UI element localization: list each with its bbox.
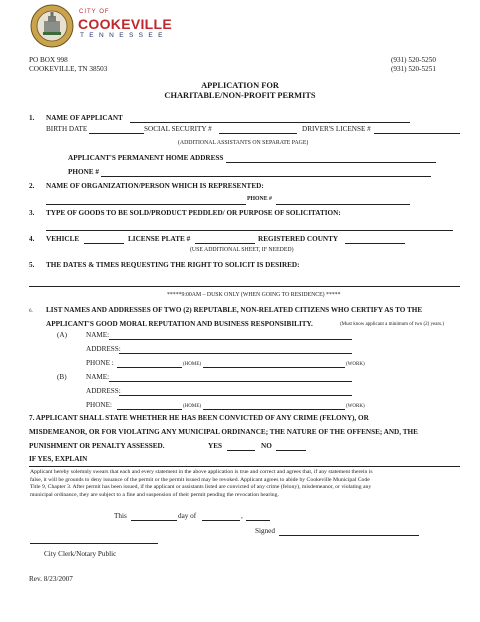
license-plate-field[interactable] (195, 243, 255, 244)
reference-b-home-tag: (HOME) (183, 404, 202, 409)
city-seal (30, 4, 74, 48)
affidavit-text (30, 469, 462, 499)
reference-b-marker: (B) (57, 373, 67, 381)
item6-number: 6. (29, 309, 33, 314)
convictions-question-line2: MISDEMEANOR, OR FOR VIOLATING ANY MUNICIPAL ORDINANCE; THE NATURE OF THE OFFENSE; AND, THE (29, 428, 418, 436)
home-address-field[interactable] (226, 162, 436, 163)
reference-a-work-tag: (WORK) (346, 362, 365, 367)
signed-label: Signed (255, 527, 275, 535)
reference-b-name-label: NAME: (86, 373, 110, 381)
phone-line2: (931) 520-5251 (391, 65, 436, 73)
organization-phone-field[interactable] (276, 204, 410, 205)
reference-b-work-tag: (WORK) (346, 404, 365, 409)
this-label: This (114, 512, 127, 520)
affidavit-line3: Title 9, Chapter 3. After permit has been issued, if the applicant or assistants listed are convicted of any crime (felony), misdemeanor, or violating any (30, 484, 372, 491)
applicant-signature-field[interactable] (279, 535, 419, 536)
explain-label: IF YES, EXPLAIN (29, 455, 88, 463)
convictions-question-line1: 7. APPLICANT SHALL STATE WHETHER HE HAS BEEN CONVICTED OF ANY CRIME (FELONY), OR (29, 414, 369, 422)
affidavit-line1: Applicant hereby solemnly swears that each and every statement in the above application is true and correct and agrees that, if any statement therein is (30, 469, 373, 475)
drivers-license-field[interactable] (374, 133, 460, 134)
item5-number: 5. (29, 261, 35, 269)
address-line2: COOKEVILLE, TN 38503 (29, 65, 108, 73)
yes-field[interactable] (227, 450, 255, 451)
convictions-question-line3: PUNISHMENT OR PENALTY ASSESSED. (29, 442, 165, 450)
day-of-label: day of (178, 512, 197, 520)
ssn-label: SOCIAL SECURITY # (144, 125, 212, 133)
applicant-name-label: NAME OF APPLICANT (46, 114, 123, 122)
yes-label: YES (208, 442, 222, 450)
reference-b-address-field[interactable] (119, 395, 352, 396)
registered-county-label: REGISTERED COUNTY (258, 235, 339, 243)
soliciting-hours-note: *****9:00AM – DUSK ONLY (WHEN GOING TO RESIDENCE) ***** (167, 292, 341, 298)
form-title-line1: APPLICATION FOR (201, 81, 279, 90)
revision-date: Rev. 8/23/2007 (29, 575, 73, 583)
year-field[interactable] (246, 520, 270, 521)
reference-a-address-field[interactable] (119, 353, 352, 354)
notary-label: City Clerk/Notary Public (44, 550, 117, 558)
item3-number: 3. (29, 209, 35, 217)
reference-a-name-label: NAME: (86, 331, 110, 339)
reference-b-phone-label: PHONE: (86, 401, 112, 409)
dates-times-label: THE DATES & TIMES REQUESTING THE RIGHT TO SOLICIT IS DESIRED: (46, 261, 300, 269)
day-field[interactable] (131, 520, 177, 521)
reference-a-marker: (A) (57, 331, 67, 339)
license-plate-label: LICENSE PLATE # (128, 235, 191, 243)
reference-b-work-phone-field[interactable] (203, 409, 345, 410)
reference-b-name-field[interactable] (109, 381, 352, 382)
reference-a-home-phone-field[interactable] (117, 367, 182, 368)
birth-date-label: BIRTH DATE (46, 125, 88, 133)
references-instructions-line2: APPLICANT'S GOOD MORAL REPUTATION AND BUSINESS RESPONSIBILITY. (46, 320, 313, 328)
logo-city-of: CITY OF (79, 9, 110, 15)
references-minimum-note: (Must know applicant a minimum of two (2) years.) (340, 322, 445, 327)
reference-b-home-phone-field[interactable] (117, 409, 182, 410)
references-instructions-line1: LIST NAMES AND ADDRESSES OF TWO (2) REPUTABLE, NON-RELATED CITIZENS WHO CERTIFY AS TO THE (46, 306, 423, 314)
reference-a-work-phone-field[interactable] (203, 367, 345, 368)
item4-number: 4. (29, 235, 35, 243)
phone-label: PHONE # (68, 168, 99, 176)
explain-field[interactable] (29, 466, 460, 467)
goods-purpose-field[interactable] (46, 230, 453, 231)
no-field[interactable] (276, 450, 306, 451)
dates-times-field[interactable] (29, 286, 460, 287)
address-line1: PO BOX 998 (29, 56, 68, 64)
item1-number: 1. (29, 114, 35, 122)
date-comma: , (241, 512, 243, 520)
vehicle-label: VEHICLE (46, 235, 80, 243)
applicant-name-field[interactable] (130, 122, 410, 123)
vehicle-field[interactable] (84, 243, 124, 244)
birth-date-field[interactable] (89, 133, 144, 134)
affidavit-line2: false, it will be grounds to deny issuance of the permit or the permit issued may be revoked. Applicant agrees to abide by Cookeville Municipal Code (30, 476, 370, 483)
reference-a-home-tag: (HOME) (183, 362, 202, 367)
reference-a-phone-label: PHONE : (86, 359, 114, 367)
home-address-label: APPLICANT'S PERMANENT HOME ADDRESS (68, 154, 224, 162)
phone-field[interactable] (101, 176, 431, 177)
reference-a-name-field[interactable] (109, 339, 352, 340)
phone-line1: (931) 520-5250 (391, 56, 436, 64)
additional-sheet-note: (USE ADDITIONAL SHEET, IF NEEDED) (190, 247, 294, 253)
goods-purpose-label: TYPE OF GOODS TO BE SOLD/PRODUCT PEDDLED/ OR PURPOSE OF SOLICITATION: (46, 209, 341, 217)
notary-signature-field[interactable] (30, 543, 158, 544)
additional-assistants-note: (ADDITIONAL ASSISTANTS ON SEPARATE PAGE) (178, 140, 309, 146)
form-title-line2: CHARITABLE/NON-PROFIT PERMITS (164, 91, 316, 100)
month-field[interactable] (202, 520, 240, 521)
reference-b-address-label: ADDRESS: (86, 387, 121, 395)
no-label: NO (261, 442, 272, 450)
organization-field[interactable] (46, 204, 246, 205)
item2-number: 2. (29, 182, 35, 190)
registered-county-field[interactable] (345, 243, 405, 244)
ssn-field[interactable] (219, 133, 297, 134)
drivers-license-label: DRIVER'S LICENSE # (302, 125, 371, 133)
affidavit-line4: municipal ordinance, they are subject to a fine and suspension of their permit pending the revocation hearing. (30, 491, 279, 498)
organization-label: NAME OF ORGANIZATION/PERSON WHICH IS REPRESENTED: (46, 182, 264, 190)
logo-city-name: COOKEVILLE (78, 16, 173, 32)
reference-a-address-label: ADDRESS: (86, 345, 121, 353)
organization-phone-label: PHONE # (247, 196, 272, 202)
logo-state: T E N N E S S E E (80, 32, 165, 39)
